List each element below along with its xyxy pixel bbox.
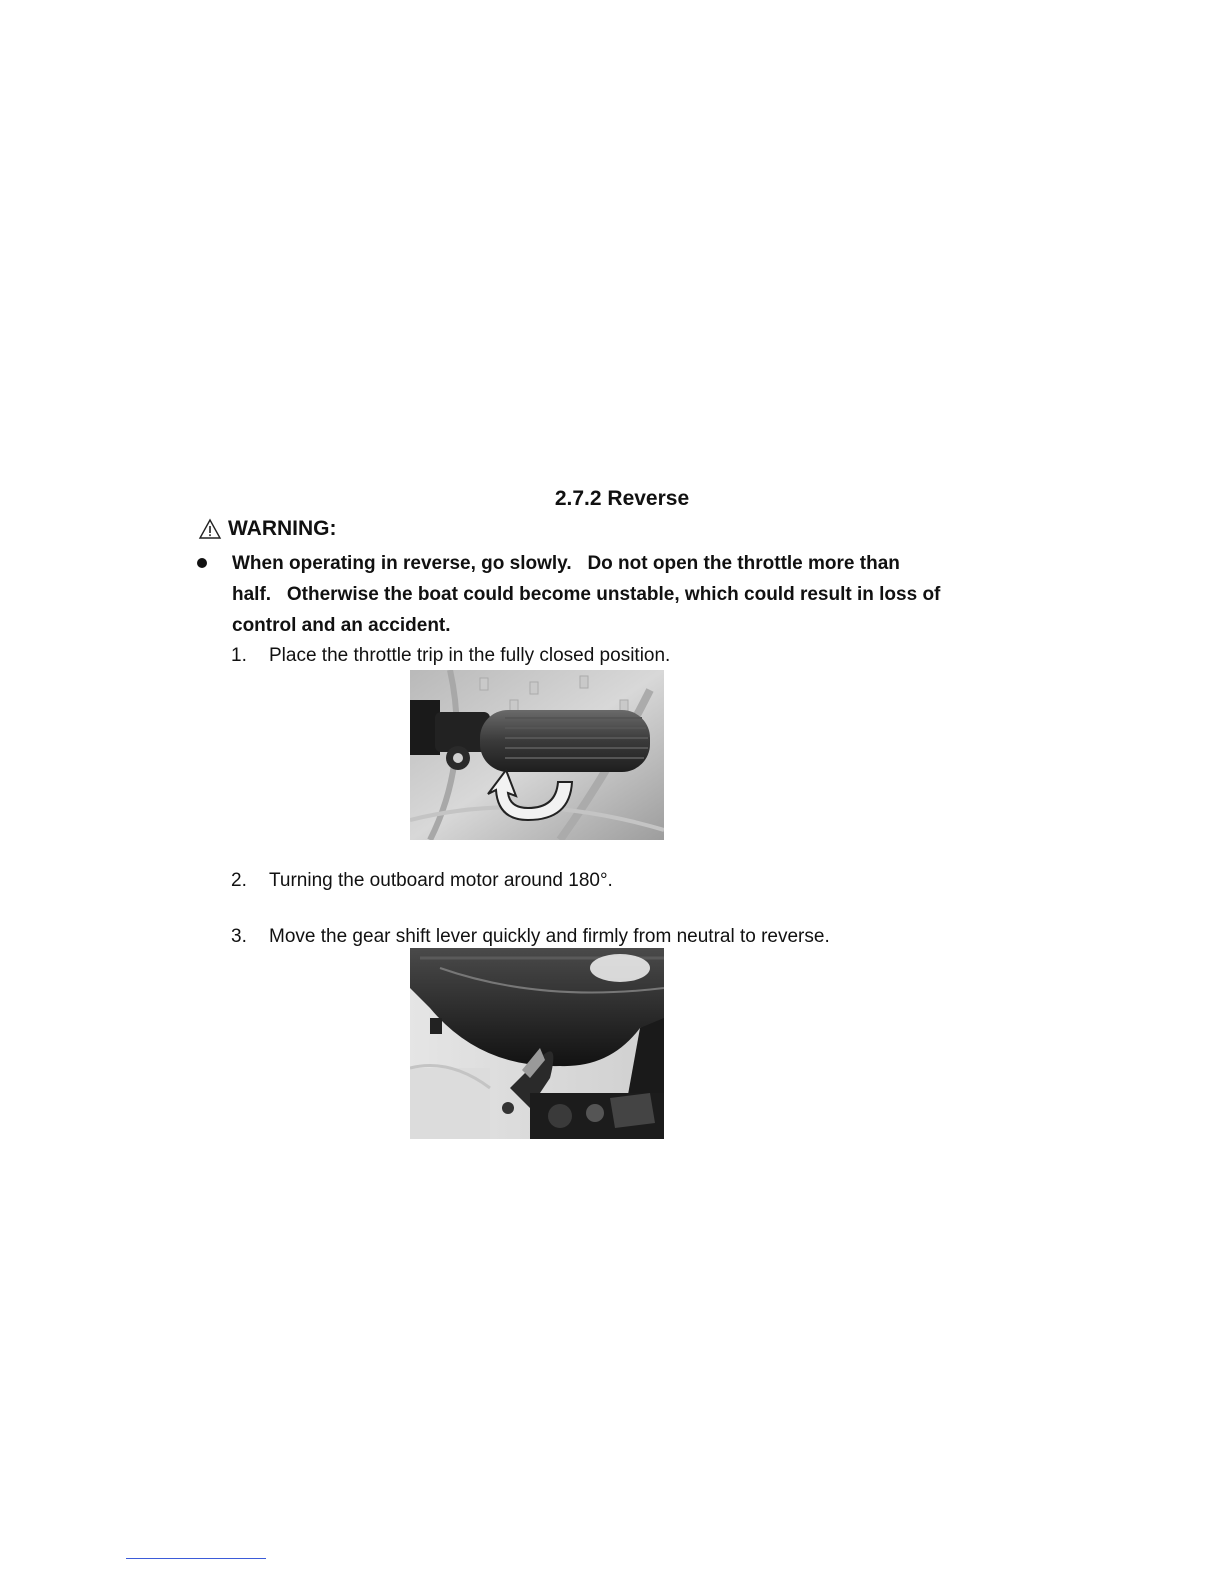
warning-label [198,517,337,541]
step-number: 3. [231,926,247,947]
step-2 [231,870,613,892]
step-text: Place the throttle trip in the fully closed position. [269,645,671,666]
warning-triangle-icon [198,518,222,540]
footnote-separator [126,1558,266,1559]
section-heading: 2.7.2 Reverse [554,487,690,510]
throttle-grip-photo [410,670,664,840]
step-text: Move the gear shift lever quickly and firmly from neutral to reverse. [269,926,830,947]
step-3 [231,926,830,948]
step-text: Turning the outboard motor around 180°. [269,870,613,891]
step-number: 2. [231,870,247,891]
gear-shift-lever-photo [410,948,664,1139]
step-number: 1. [231,645,247,666]
warning-text: When operating in reverse, go slowly. Do not open the throttle more than half. Otherwise the boat could become unstable, which could result in loss of control and an accident. [232,553,941,636]
step-1 [231,645,670,667]
warning-label-text: WARNING: [228,517,337,540]
bullet-icon [197,558,207,568]
